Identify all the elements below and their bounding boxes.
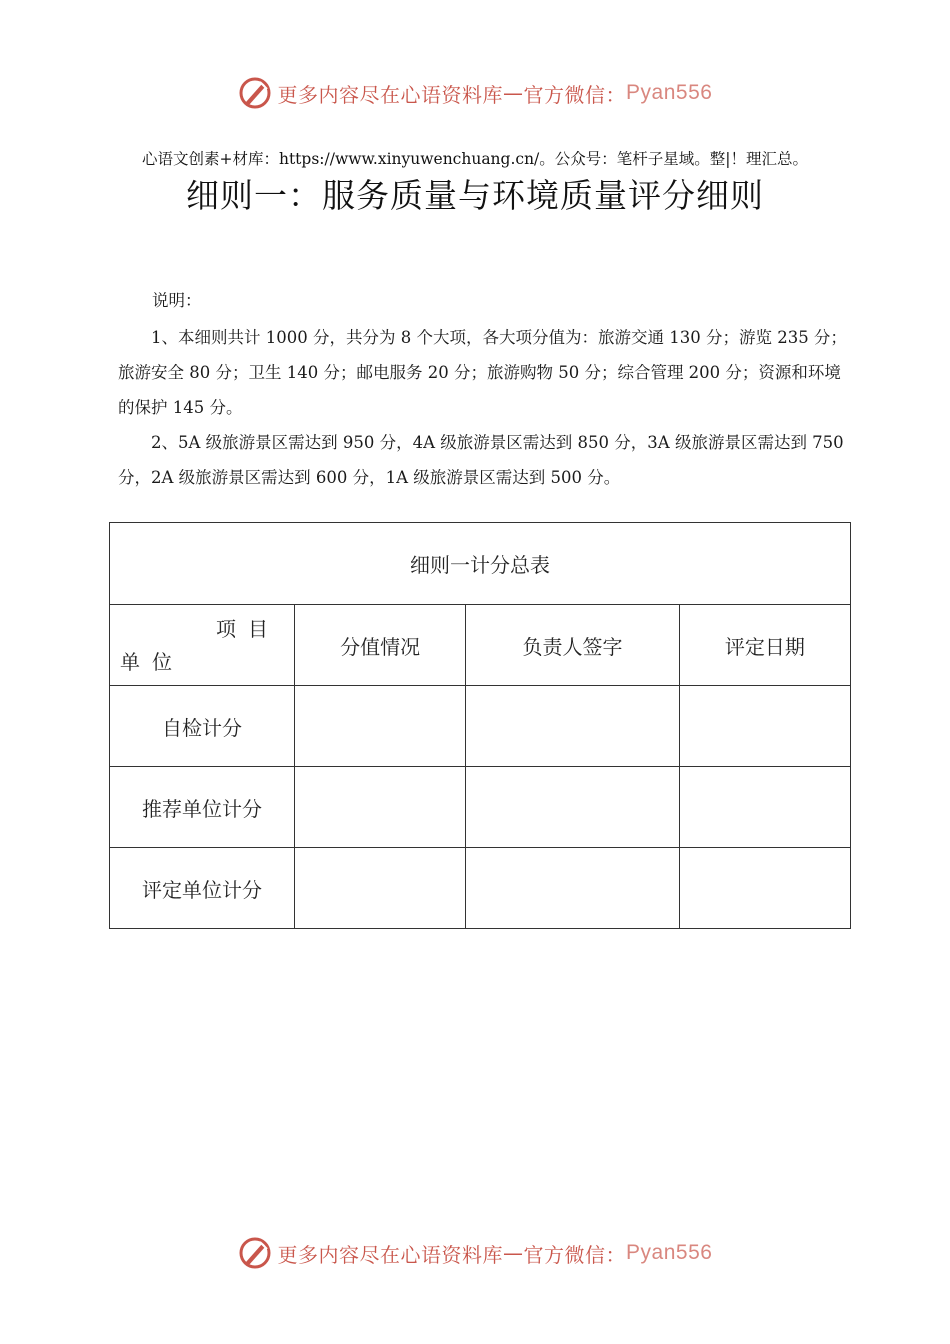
cell-self-check-date[interactable] xyxy=(679,686,850,767)
cell-self-check-signature[interactable] xyxy=(466,686,680,767)
table-title-row xyxy=(110,523,851,605)
watermark-wechat-label: 官方微信： xyxy=(523,82,627,107)
watermark-wechat-id: Pyan556 xyxy=(626,81,713,104)
brush-logo-icon xyxy=(238,1236,272,1270)
page-title: 细则一：服务质量与环境质量评分细则 xyxy=(186,176,764,215)
header-score: 分值情况 xyxy=(295,605,466,686)
explain-paragraph-1 xyxy=(118,320,853,425)
table-header-row xyxy=(110,605,851,686)
table-row xyxy=(110,767,851,848)
watermark-main-text: 更多内容尽在心语资料库 xyxy=(277,82,504,107)
source-line: 心语文创素+材库：https://www.xinyuwenchuang.cn/。公众号：笔杆子星域。整|！理汇总。 xyxy=(141,150,809,168)
watermark-wechat-label: 官方微信： xyxy=(523,1242,627,1267)
cell-evaluation-date[interactable] xyxy=(679,848,850,929)
score-summary-table xyxy=(109,522,851,929)
cell-evaluation-score[interactable] xyxy=(295,848,466,929)
cell-evaluation-signature[interactable] xyxy=(466,848,680,929)
cell-recommend-date[interactable] xyxy=(679,767,850,848)
watermark-dash: — xyxy=(503,81,524,105)
explain-paragraph-2 xyxy=(118,425,853,495)
watermark-header xyxy=(0,76,950,110)
cell-self-check-score[interactable] xyxy=(295,686,466,767)
watermark-wechat-id: Pyan556 xyxy=(626,1241,713,1264)
explain-label: 说明： xyxy=(152,291,202,310)
corner-cell xyxy=(110,605,295,686)
table-title: 细则一计分总表 xyxy=(110,523,851,605)
header-signature: 负责人签字 xyxy=(466,605,680,686)
row-label-recommend: 推荐单位计分 xyxy=(110,767,295,848)
table-row xyxy=(110,848,851,929)
explain-paragraph-1-text: 1、本细则共计 1000 分，共分为 8 个大项，各大项分值为：旅游交通 130 分；游览 235 分；旅游安全 80 分；卫生 140 分；邮电服务 20 分；旅游购物 50 分；综合管理 200 分；资源和环境的保护 145 分。 xyxy=(118,328,847,417)
cell-recommend-signature[interactable] xyxy=(466,767,680,848)
row-label-evaluation: 评定单位计分 xyxy=(110,848,295,929)
brush-logo-icon xyxy=(238,76,272,110)
table-row xyxy=(110,686,851,767)
cell-recommend-score[interactable] xyxy=(295,767,466,848)
watermark-footer xyxy=(0,1236,950,1270)
explain-paragraph-2-text: 2、5A 级旅游景区需达到 950 分，4A 级旅游景区需达到 850 分，3A 级旅游景区需达到 750 分，2A 级旅游景区需达到 600 分，1A 级旅游景区需达到 500 分。 xyxy=(118,433,844,487)
corner-unit-label: 单位 xyxy=(120,650,184,674)
watermark-dash: — xyxy=(503,1241,524,1265)
corner-item-label: 项目 xyxy=(216,617,280,641)
row-label-self-check: 自检计分 xyxy=(110,686,295,767)
watermark-main-text: 更多内容尽在心语资料库 xyxy=(277,1242,504,1267)
header-date: 评定日期 xyxy=(679,605,850,686)
